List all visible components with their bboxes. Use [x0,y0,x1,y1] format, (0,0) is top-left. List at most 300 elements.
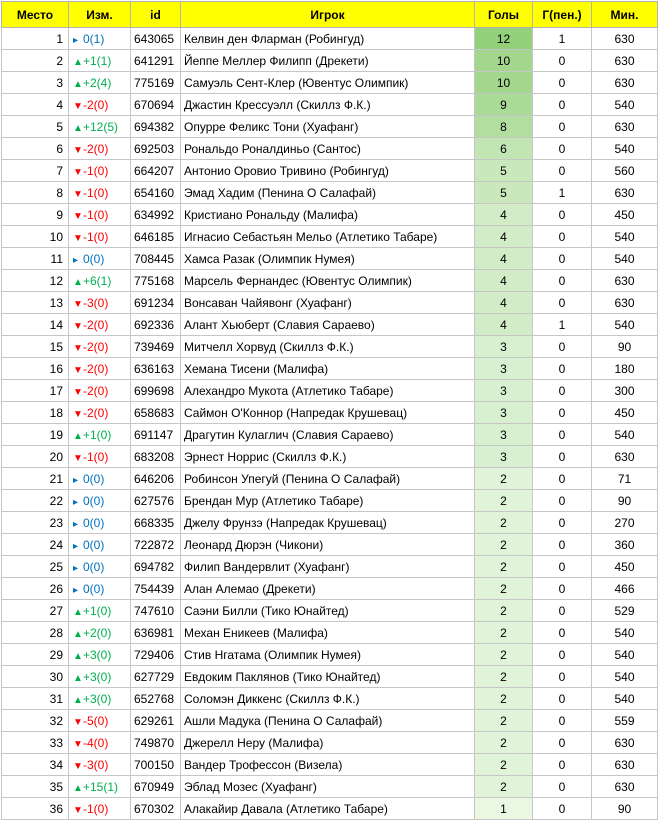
change-cell [69,72,131,94]
player-name-cell: Филип Вандервлит (Хуафанг) [181,556,475,578]
table-row [2,204,658,226]
goals-cell: 2 [475,512,533,534]
place-cell: 17 [2,380,69,402]
change-value: +2(0) [83,625,112,640]
goals-cell: 10 [475,72,533,94]
change-value: -3(0) [83,295,109,310]
place-cell: 26 [2,578,69,600]
change-value: -2(0) [83,141,109,156]
minutes-cell: 450 [592,402,658,424]
minutes-cell: 529 [592,600,658,622]
change-cell [69,578,131,600]
place-cell: 14 [2,314,69,336]
pen-goals-cell: 0 [533,248,592,270]
goals-cell: 10 [475,50,533,72]
arrow-down-icon: ▼ [73,342,83,354]
pen-goals-cell: 0 [533,226,592,248]
table-row [2,732,658,754]
change-cell [69,798,131,820]
minutes-cell: 540 [592,314,658,336]
arrow-right-icon: ▸ [73,562,79,574]
player-name-cell: Джерелл Неру (Малифа) [181,732,475,754]
minutes-cell: 630 [592,754,658,776]
minutes-cell: 540 [592,248,658,270]
change-cell [69,50,131,72]
arrow-up-icon: ▲ [73,430,83,442]
player-id-cell: 670949 [131,776,181,798]
player-id-cell: 641291 [131,50,181,72]
table-row [2,160,658,182]
table-row [2,754,658,776]
arrow-down-icon: ▼ [73,716,83,728]
place-cell: 15 [2,336,69,358]
change-cell [69,226,131,248]
goals-cell: 2 [475,490,533,512]
minutes-cell: 630 [592,28,658,50]
pen-goals-cell: 0 [533,204,592,226]
change-cell [69,666,131,688]
arrow-up-icon: ▲ [73,628,83,640]
change-cell [69,182,131,204]
pen-goals-cell: 0 [533,138,592,160]
player-name-cell: Евдоким Паклянов (Тико Юнайтед) [181,666,475,688]
pen-goals-cell: 0 [533,336,592,358]
change-value: +1(0) [83,427,112,442]
change-cell [69,776,131,798]
player-name-cell: Алант Хьюберт (Славия Сараево) [181,314,475,336]
place-cell: 2 [2,50,69,72]
table-row [2,248,658,270]
arrow-down-icon: ▼ [73,144,83,156]
table-row [2,116,658,138]
change-value: +6(1) [83,273,112,288]
minutes-cell: 540 [592,644,658,666]
player-name-cell: Драгутин Кулаглич (Славия Сараево) [181,424,475,446]
table-row [2,468,658,490]
player-name-cell: Опурре Феликс Тони (Хуафанг) [181,116,475,138]
table-row [2,424,658,446]
player-name-cell: Механ Еникеев (Малифа) [181,622,475,644]
arrow-down-icon: ▼ [73,760,83,772]
pen-goals-cell: 0 [533,160,592,182]
player-id-cell: 749870 [131,732,181,754]
place-cell: 1 [2,28,69,50]
place-cell: 27 [2,600,69,622]
table-row [2,798,658,820]
change-value: +12(5) [83,119,119,134]
goals-cell: 3 [475,336,533,358]
player-name-cell: Вандер Трофессон (Визела) [181,754,475,776]
arrow-right-icon: ▸ [73,34,79,46]
pen-goals-cell: 0 [533,666,592,688]
table-row [2,28,658,50]
minutes-cell: 630 [592,292,658,314]
table-row [2,534,658,556]
player-name-cell: Хамса Разак (Олимпик Нумея) [181,248,475,270]
minutes-cell: 300 [592,380,658,402]
change-value: 0(0) [83,581,105,596]
player-name-cell: Соломэн Диккенс (Скиллз Ф.К.) [181,688,475,710]
arrow-up-icon: ▲ [73,672,83,684]
goals-cell: 4 [475,292,533,314]
player-id-cell: 627576 [131,490,181,512]
change-value: -1(0) [83,185,109,200]
table-row [2,556,658,578]
player-name-cell: Саэни Билли (Тико Юнайтед) [181,600,475,622]
minutes-cell: 450 [592,204,658,226]
table-row [2,226,658,248]
pen-goals-cell: 0 [533,72,592,94]
player-name-cell: Митчелл Хорвуд (Скиллз Ф.К.) [181,336,475,358]
header-player[interactable]: Игрок [181,2,475,28]
player-name-cell: Леонард Дюрэн (Чикони) [181,534,475,556]
change-cell [69,688,131,710]
table-row [2,776,658,798]
pen-goals-cell: 0 [533,578,592,600]
minutes-cell: 90 [592,336,658,358]
place-cell: 4 [2,94,69,116]
player-id-cell: 646206 [131,468,181,490]
pen-goals-cell: 0 [533,732,592,754]
header-goals[interactable]: Голы [475,2,533,28]
minutes-cell: 270 [592,512,658,534]
place-cell: 8 [2,182,69,204]
place-cell: 31 [2,688,69,710]
table-row [2,72,658,94]
change-cell [69,490,131,512]
goals-cell: 4 [475,314,533,336]
place-cell: 10 [2,226,69,248]
change-cell [69,556,131,578]
table-row [2,666,658,688]
change-cell [69,644,131,666]
change-cell [69,358,131,380]
arrow-down-icon: ▼ [73,408,83,420]
place-cell: 21 [2,468,69,490]
goals-cell: 3 [475,358,533,380]
player-id-cell: 634992 [131,204,181,226]
player-id-cell: 636981 [131,622,181,644]
pen-goals-cell: 0 [533,512,592,534]
pen-goals-cell: 0 [533,688,592,710]
table-row [2,50,658,72]
player-id-cell: 692336 [131,314,181,336]
header-pen-goals[interactable]: Г(пен.) [533,2,592,28]
arrow-right-icon: ▸ [73,540,79,552]
pen-goals-cell: 0 [533,534,592,556]
minutes-cell: 559 [592,710,658,732]
pen-goals-cell: 0 [533,380,592,402]
place-cell: 24 [2,534,69,556]
player-id-cell: 692503 [131,138,181,160]
player-name-cell: Джастин Крессуэлл (Скиллз Ф.К.) [181,94,475,116]
place-cell: 7 [2,160,69,182]
player-id-cell: 694382 [131,116,181,138]
pen-goals-cell: 0 [533,270,592,292]
arrow-right-icon: ▸ [73,474,79,486]
player-name-cell: Эрнест Норрис (Скиллз Ф.К.) [181,446,475,468]
goals-cell: 2 [475,710,533,732]
change-cell [69,94,131,116]
goals-cell: 4 [475,226,533,248]
change-value: +3(0) [83,647,112,662]
change-value: -2(0) [83,361,109,376]
change-value: 0(0) [83,471,105,486]
goals-cell: 2 [475,732,533,754]
pen-goals-cell: 0 [533,94,592,116]
table-row [2,380,658,402]
minutes-cell: 90 [592,798,658,820]
place-cell: 33 [2,732,69,754]
pen-goals-cell: 0 [533,358,592,380]
player-id-cell: 700150 [131,754,181,776]
place-cell: 16 [2,358,69,380]
arrow-up-icon: ▲ [73,606,83,618]
goals-cell: 2 [475,600,533,622]
place-cell: 35 [2,776,69,798]
minutes-cell: 180 [592,358,658,380]
change-value: -4(0) [83,735,109,750]
place-cell: 13 [2,292,69,314]
header-row [2,2,658,28]
goals-cell: 3 [475,402,533,424]
change-cell [69,116,131,138]
goals-cell: 4 [475,270,533,292]
player-id-cell: 754439 [131,578,181,600]
pen-goals-cell: 0 [533,446,592,468]
player-name-cell: Самуэль Сент-Клер (Ювентус Олимпик) [181,72,475,94]
change-cell [69,402,131,424]
player-name-cell: Алехандро Мукота (Атлетико Табаре) [181,380,475,402]
change-value: +1(1) [83,53,112,68]
goals-cell: 4 [475,204,533,226]
header-place[interactable]: Место [2,2,69,28]
arrow-up-icon: ▲ [73,782,83,794]
place-cell: 34 [2,754,69,776]
player-name-cell: Келвин ден Фларман (Робингуд) [181,28,475,50]
arrow-up-icon: ▲ [73,78,83,90]
pen-goals-cell: 0 [533,644,592,666]
place-cell: 3 [2,72,69,94]
pen-goals-cell: 0 [533,116,592,138]
player-id-cell: 636163 [131,358,181,380]
place-cell: 9 [2,204,69,226]
table-row [2,710,658,732]
place-cell: 11 [2,248,69,270]
pen-goals-cell: 0 [533,468,592,490]
place-cell: 20 [2,446,69,468]
change-cell [69,204,131,226]
player-name-cell: Хемана Тисени (Малифа) [181,358,475,380]
goals-cell: 6 [475,138,533,160]
arrow-right-icon: ▸ [73,584,79,596]
player-id-cell: 658683 [131,402,181,424]
change-cell [69,292,131,314]
goals-cell: 3 [475,446,533,468]
change-value: 0(0) [83,493,105,508]
table-row [2,358,658,380]
minutes-cell: 540 [592,94,658,116]
player-name-cell: Эблад Мозес (Хуафанг) [181,776,475,798]
goals-cell: 4 [475,248,533,270]
player-id-cell: 708445 [131,248,181,270]
arrow-right-icon: ▸ [73,254,79,266]
scorers-table [1,1,658,820]
minutes-cell: 630 [592,50,658,72]
pen-goals-cell: 0 [533,600,592,622]
goals-cell: 2 [475,754,533,776]
player-id-cell: 694782 [131,556,181,578]
header-minutes[interactable]: Мин. [592,2,658,28]
change-value: +15(1) [83,779,119,794]
change-value: 0(0) [83,515,105,530]
arrow-up-icon: ▲ [73,650,83,662]
table-row [2,270,658,292]
table-row [2,138,658,160]
minutes-cell: 630 [592,776,658,798]
table-row [2,94,658,116]
goals-cell: 2 [475,622,533,644]
arrow-down-icon: ▼ [73,298,83,310]
change-cell [69,710,131,732]
goals-cell: 5 [475,160,533,182]
pen-goals-cell: 1 [533,182,592,204]
arrow-up-icon: ▲ [73,276,83,288]
change-value: +1(0) [83,603,112,618]
goals-cell: 2 [475,468,533,490]
pen-goals-cell: 0 [533,402,592,424]
player-id-cell: 652768 [131,688,181,710]
header-id[interactable]: id [131,2,181,28]
arrow-up-icon: ▲ [73,122,83,134]
player-name-cell: Эмад Хадим (Пенина О Салафай) [181,182,475,204]
goals-cell: 2 [475,644,533,666]
pen-goals-cell: 0 [533,798,592,820]
place-cell: 18 [2,402,69,424]
change-cell [69,138,131,160]
arrow-down-icon: ▼ [73,452,83,464]
goals-cell: 2 [475,534,533,556]
arrow-down-icon: ▼ [73,188,83,200]
player-id-cell: 747610 [131,600,181,622]
change-cell [69,424,131,446]
player-id-cell: 729406 [131,644,181,666]
arrow-down-icon: ▼ [73,232,83,244]
player-id-cell: 670694 [131,94,181,116]
place-cell: 19 [2,424,69,446]
change-cell [69,754,131,776]
minutes-cell: 630 [592,732,658,754]
change-value: +3(0) [83,691,112,706]
change-value: 0(0) [83,559,105,574]
pen-goals-cell: 0 [533,556,592,578]
player-name-cell: Алакайир Давала (Атлетико Табаре) [181,798,475,820]
player-name-cell: Антонио Оровио Тривино (Робингуд) [181,160,475,182]
change-value: -2(0) [83,97,109,112]
place-cell: 32 [2,710,69,732]
player-id-cell: 691147 [131,424,181,446]
minutes-cell: 540 [592,138,658,160]
player-name-cell: Брендан Мур (Атлетико Табаре) [181,490,475,512]
arrow-down-icon: ▼ [73,320,83,332]
goals-cell: 2 [475,776,533,798]
arrow-down-icon: ▼ [73,100,83,112]
player-name-cell: Рональдо Роналдиньо (Сантос) [181,138,475,160]
place-cell: 6 [2,138,69,160]
player-id-cell: 699698 [131,380,181,402]
arrow-down-icon: ▼ [73,166,83,178]
change-value: 0(1) [83,31,105,46]
table-row [2,336,658,358]
change-cell [69,336,131,358]
player-id-cell: 739469 [131,336,181,358]
player-id-cell: 670302 [131,798,181,820]
player-id-cell: 775168 [131,270,181,292]
minutes-cell: 540 [592,226,658,248]
change-cell [69,446,131,468]
change-value: +2(4) [83,75,112,90]
change-value: +3(0) [83,669,112,684]
change-value: -2(0) [83,339,109,354]
pen-goals-cell: 1 [533,28,592,50]
change-cell [69,732,131,754]
header-change[interactable]: Изм. [69,2,131,28]
change-value: 0(0) [83,537,105,552]
pen-goals-cell: 0 [533,776,592,798]
player-id-cell: 643065 [131,28,181,50]
change-cell [69,534,131,556]
player-id-cell: 722872 [131,534,181,556]
minutes-cell: 630 [592,270,658,292]
player-name-cell: Стив Нгатама (Олимпик Нумея) [181,644,475,666]
pen-goals-cell: 0 [533,622,592,644]
change-value: -1(0) [83,801,109,816]
place-cell: 36 [2,798,69,820]
arrow-right-icon: ▸ [73,496,79,508]
place-cell: 29 [2,644,69,666]
change-value: -5(0) [83,713,109,728]
goals-cell: 2 [475,666,533,688]
place-cell: 28 [2,622,69,644]
minutes-cell: 450 [592,556,658,578]
change-value: -3(0) [83,757,109,772]
place-cell: 30 [2,666,69,688]
table-row [2,600,658,622]
player-name-cell: Джелу Фрунзэ (Напредак Крушевац) [181,512,475,534]
arrow-down-icon: ▼ [73,386,83,398]
player-name-cell: Саймон О'Коннор (Напредак Крушевац) [181,402,475,424]
pen-goals-cell: 1 [533,314,592,336]
table-row [2,314,658,336]
minutes-cell: 90 [592,490,658,512]
minutes-cell: 71 [592,468,658,490]
change-value: -1(0) [83,163,109,178]
arrow-down-icon: ▼ [73,738,83,750]
goals-cell: 5 [475,182,533,204]
change-value: -2(0) [83,405,109,420]
player-id-cell: 668335 [131,512,181,534]
player-id-cell: 664207 [131,160,181,182]
change-value: -2(0) [83,317,109,332]
change-value: -1(0) [83,449,109,464]
arrow-up-icon: ▲ [73,56,83,68]
player-id-cell: 646185 [131,226,181,248]
player-id-cell: 683208 [131,446,181,468]
goals-cell: 2 [475,688,533,710]
player-name-cell: Робинсон Упегуй (Пенина О Салафай) [181,468,475,490]
goals-cell: 2 [475,578,533,600]
table-row [2,446,658,468]
